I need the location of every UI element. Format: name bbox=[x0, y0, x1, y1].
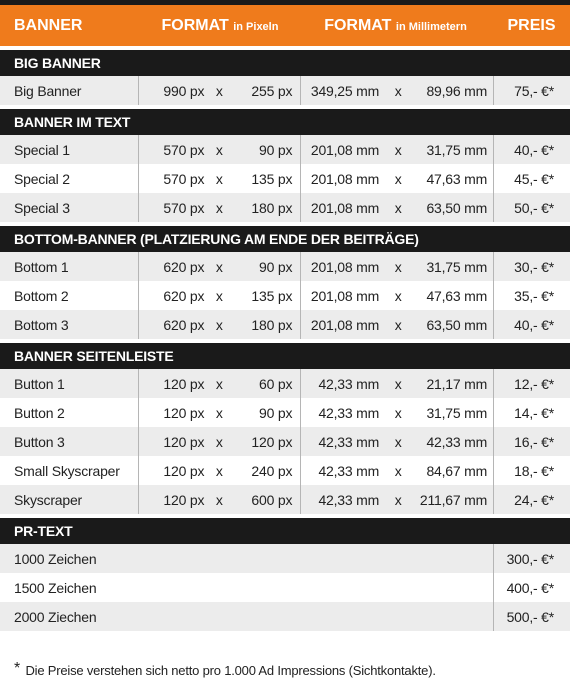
pixel-height: 60 px bbox=[259, 375, 293, 392]
times-sign: x bbox=[394, 404, 402, 421]
mm-width: 42,33 mm bbox=[318, 433, 380, 450]
pixel-width: 120 px bbox=[163, 462, 205, 479]
times-sign: x bbox=[215, 491, 223, 508]
pixel-width: 620 px bbox=[163, 287, 205, 304]
price-cell: 300,- €* bbox=[493, 544, 570, 573]
times-sign: x bbox=[394, 141, 402, 158]
header-format-px-sub: in Pixeln bbox=[233, 20, 279, 33]
format-millimeters bbox=[300, 76, 493, 105]
header-format-mm-label: FORMAT bbox=[324, 16, 392, 34]
header-format-mm-sub: in Millimetern bbox=[395, 20, 467, 33]
times-sign: x bbox=[215, 82, 223, 99]
section-title: BANNER SEITENLEISTE bbox=[0, 339, 570, 369]
header-format-px-label: FORMAT bbox=[161, 16, 229, 34]
price-cell: 50,- €* bbox=[493, 193, 570, 222]
format-pixels bbox=[138, 135, 300, 164]
price-cell: 40,- €* bbox=[493, 310, 570, 339]
mm-width: 201,08 mm bbox=[310, 199, 380, 216]
format-pixels bbox=[138, 485, 300, 514]
banner-name: Button 3 bbox=[14, 433, 65, 450]
times-sign: x bbox=[394, 462, 402, 479]
format-pixels bbox=[138, 427, 300, 456]
format-millimeters bbox=[300, 427, 493, 456]
format-millimeters bbox=[300, 135, 493, 164]
table-row bbox=[0, 456, 570, 485]
format-pixels bbox=[138, 456, 300, 485]
times-sign: x bbox=[215, 170, 223, 187]
price-cell: 16,- €* bbox=[493, 427, 570, 456]
times-sign: x bbox=[215, 433, 223, 450]
price-cell: 30,- €* bbox=[493, 252, 570, 281]
pixel-height: 120 px bbox=[251, 433, 293, 450]
price-cell: 14,- €* bbox=[493, 398, 570, 427]
table-row bbox=[0, 164, 570, 193]
footnote-star: * bbox=[14, 660, 21, 677]
table-row bbox=[0, 310, 570, 339]
section-title: BOTTOM-BANNER (PLATZIERUNG AM ENDE DER BEITRÄGE) bbox=[0, 222, 570, 252]
mm-width: 201,08 mm bbox=[310, 141, 380, 158]
times-sign: x bbox=[394, 170, 402, 187]
format-millimeters bbox=[300, 252, 493, 281]
format-pixels bbox=[138, 164, 300, 193]
mm-width: 42,33 mm bbox=[318, 404, 380, 421]
format-pixels bbox=[138, 76, 300, 105]
pixel-width: 570 px bbox=[163, 170, 205, 187]
format-pixels bbox=[138, 369, 300, 398]
banner-name: Skyscraper bbox=[14, 491, 83, 508]
mm-height: 211,67 mm bbox=[419, 491, 488, 508]
pixel-width: 120 px bbox=[163, 404, 205, 421]
price-cell: 45,- €* bbox=[493, 164, 570, 193]
pixel-width: 120 px bbox=[163, 375, 205, 392]
mm-width: 42,33 mm bbox=[318, 375, 380, 392]
mm-width: 201,08 mm bbox=[310, 316, 380, 333]
times-sign: x bbox=[215, 316, 223, 333]
format-pixels bbox=[138, 398, 300, 427]
format-millimeters bbox=[300, 281, 493, 310]
section-title: PR-TEXT bbox=[0, 514, 570, 544]
format-millimeters bbox=[300, 310, 493, 339]
times-sign: x bbox=[215, 258, 223, 275]
banner-name: Special 3 bbox=[14, 199, 70, 216]
footnote bbox=[14, 660, 436, 678]
pixel-width: 620 px bbox=[163, 258, 205, 275]
price-cell: 400,- €* bbox=[493, 573, 570, 602]
pixel-height: 255 px bbox=[251, 82, 293, 99]
mm-height: 31,75 mm bbox=[426, 258, 488, 275]
format-pixels bbox=[138, 281, 300, 310]
header-price: PREIS bbox=[507, 16, 556, 34]
pixel-width: 120 px bbox=[163, 433, 205, 450]
mm-height: 63,50 mm bbox=[426, 316, 488, 333]
price-cell: 24,- €* bbox=[493, 485, 570, 514]
header-format-mm bbox=[298, 17, 493, 35]
mm-height: 42,33 mm bbox=[426, 433, 488, 450]
table-row bbox=[0, 544, 570, 573]
times-sign: x bbox=[394, 491, 402, 508]
table-body bbox=[0, 46, 570, 631]
times-sign: x bbox=[215, 199, 223, 216]
table-row bbox=[0, 398, 570, 427]
pr-text-name: 2000 Ziechen bbox=[14, 608, 97, 625]
format-pixels bbox=[138, 310, 300, 339]
format-millimeters bbox=[300, 193, 493, 222]
times-sign: x bbox=[394, 316, 402, 333]
times-sign: x bbox=[215, 462, 223, 479]
pixel-width: 620 px bbox=[163, 316, 205, 333]
pr-text-name: 1500 Zeichen bbox=[14, 579, 97, 596]
table-row bbox=[0, 252, 570, 281]
format-millimeters bbox=[300, 369, 493, 398]
format-millimeters bbox=[300, 485, 493, 514]
mm-width: 42,33 mm bbox=[318, 462, 380, 479]
mm-width: 201,08 mm bbox=[310, 258, 380, 275]
pixel-height: 90 px bbox=[259, 141, 293, 158]
banner-name: Bottom 3 bbox=[14, 316, 69, 333]
pixel-height: 90 px bbox=[259, 258, 293, 275]
format-millimeters bbox=[300, 164, 493, 193]
pixel-height: 135 px bbox=[251, 170, 293, 187]
pixel-height: 180 px bbox=[251, 199, 293, 216]
mm-height: 89,96 mm bbox=[426, 82, 488, 99]
price-cell: 75,- €* bbox=[493, 76, 570, 105]
table-row bbox=[0, 573, 570, 602]
times-sign: x bbox=[215, 375, 223, 392]
times-sign: x bbox=[394, 258, 402, 275]
times-sign: x bbox=[215, 404, 223, 421]
format-pixels bbox=[138, 252, 300, 281]
table-row bbox=[0, 485, 570, 514]
mm-height: 84,67 mm bbox=[426, 462, 488, 479]
header-format-px bbox=[142, 17, 298, 35]
mm-width: 42,33 mm bbox=[318, 491, 380, 508]
mm-height: 63,50 mm bbox=[426, 199, 488, 216]
footnote-text: Die Preise verstehen sich netto pro 1.000 Ad Impressions (Sichtkontakte). bbox=[25, 663, 436, 678]
table-header bbox=[0, 5, 570, 46]
pixel-height: 600 px bbox=[251, 491, 293, 508]
price-cell: 18,- €* bbox=[493, 456, 570, 485]
format-pixels bbox=[138, 193, 300, 222]
mm-height: 31,75 mm bbox=[426, 404, 488, 421]
mm-width: 201,08 mm bbox=[310, 170, 380, 187]
mm-width: 349,25 mm bbox=[310, 82, 380, 99]
pixel-height: 90 px bbox=[259, 404, 293, 421]
banner-name: Big Banner bbox=[14, 82, 82, 99]
section-title: BIG BANNER bbox=[0, 46, 570, 76]
banner-name: Button 2 bbox=[14, 404, 65, 421]
times-sign: x bbox=[394, 82, 402, 99]
mm-height: 21,17 mm bbox=[426, 375, 488, 392]
times-sign: x bbox=[394, 199, 402, 216]
banner-name: Bottom 2 bbox=[14, 287, 69, 304]
table-row bbox=[0, 76, 570, 105]
pixel-width: 570 px bbox=[163, 141, 205, 158]
format-millimeters bbox=[300, 456, 493, 485]
banner-name: Button 1 bbox=[14, 375, 65, 392]
mm-height: 47,63 mm bbox=[426, 287, 488, 304]
times-sign: x bbox=[394, 287, 402, 304]
price-cell: 35,- €* bbox=[493, 281, 570, 310]
times-sign: x bbox=[394, 375, 402, 392]
banner-name: Special 2 bbox=[14, 170, 70, 187]
pixel-height: 240 px bbox=[251, 462, 293, 479]
header-banner: BANNER bbox=[14, 16, 83, 34]
banner-name: Bottom 1 bbox=[14, 258, 69, 275]
table-row bbox=[0, 281, 570, 310]
price-cell: 12,- €* bbox=[493, 369, 570, 398]
table-row bbox=[0, 135, 570, 164]
table-row bbox=[0, 369, 570, 398]
table-row bbox=[0, 193, 570, 222]
mm-width: 201,08 mm bbox=[310, 287, 380, 304]
mm-height: 47,63 mm bbox=[426, 170, 488, 187]
pixel-width: 990 px bbox=[163, 82, 205, 99]
times-sign: x bbox=[394, 433, 402, 450]
price-cell: 40,- €* bbox=[493, 135, 570, 164]
banner-name: Special 1 bbox=[14, 141, 70, 158]
pixel-width: 120 px bbox=[163, 491, 205, 508]
pixel-width: 570 px bbox=[163, 199, 205, 216]
table-row bbox=[0, 602, 570, 631]
times-sign: x bbox=[215, 141, 223, 158]
pixel-height: 180 px bbox=[251, 316, 293, 333]
pixel-height: 135 px bbox=[251, 287, 293, 304]
section-title: BANNER IM TEXT bbox=[0, 105, 570, 135]
format-millimeters bbox=[300, 398, 493, 427]
banner-name: Small Skyscraper bbox=[14, 462, 120, 479]
table-row bbox=[0, 427, 570, 456]
mm-height: 31,75 mm bbox=[426, 141, 488, 158]
price-cell: 500,- €* bbox=[493, 602, 570, 631]
times-sign: x bbox=[215, 287, 223, 304]
pr-text-name: 1000 Zeichen bbox=[14, 550, 97, 567]
